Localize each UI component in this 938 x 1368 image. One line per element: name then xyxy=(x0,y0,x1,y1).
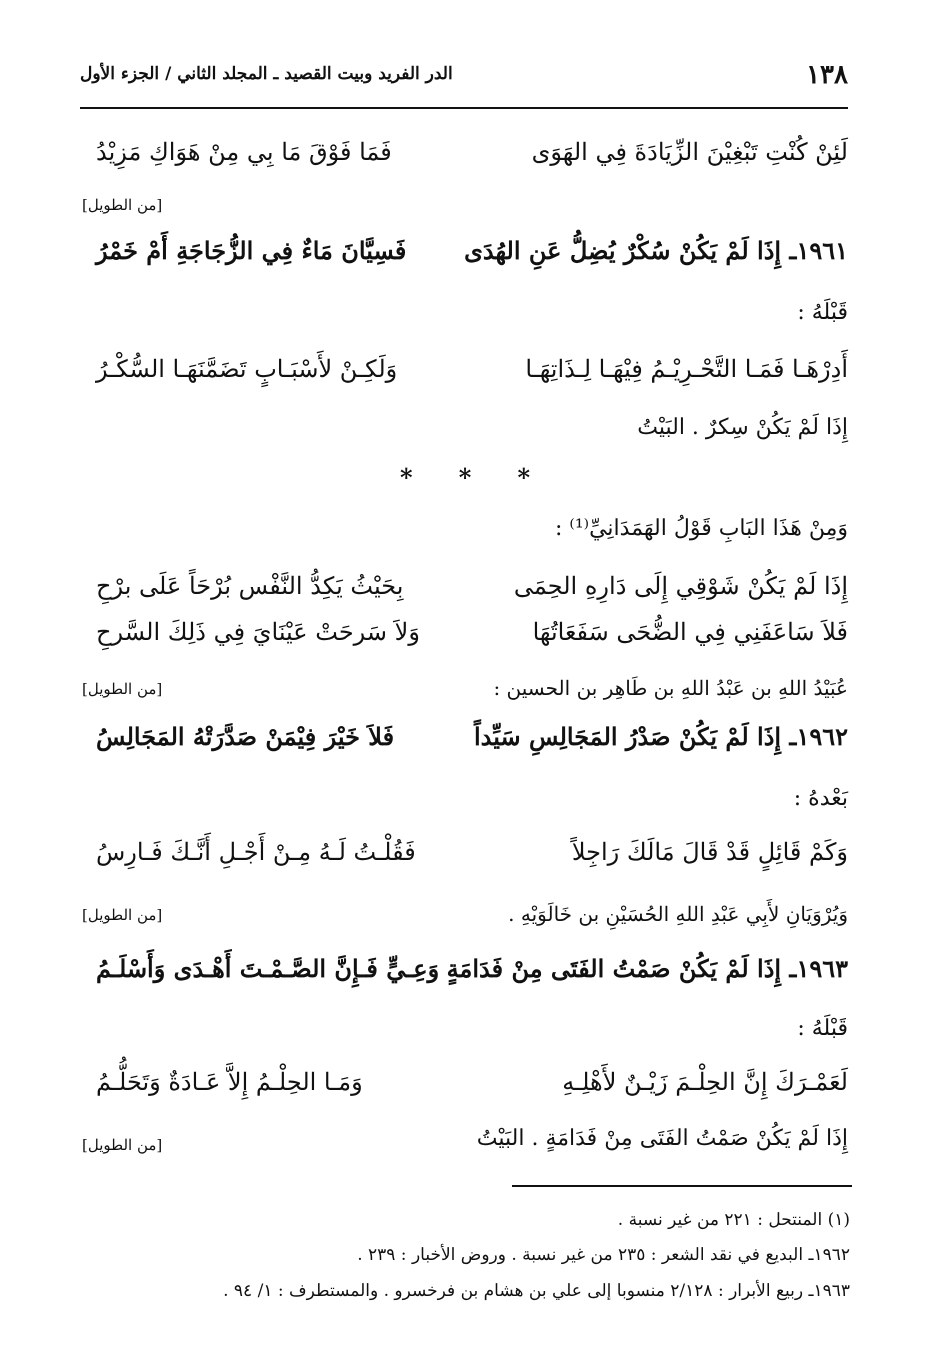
verse xyxy=(96,1068,848,1114)
verse-second-hemistich: وَعِـيٍّ فَـإِنَّ الصَّـمْـتَ أَهْـدَى وَأَسْلَـمُ xyxy=(96,954,440,983)
verse-first-hemistich: إِذَا لَمْ يَكُنْ شَوْقِي إِلَى دَارِهِ الحِمَى xyxy=(513,572,848,600)
verse-second-hemistich: بِحَيْثُ يَكِدُّ النَّفْس بُرْحَاً عَلَى برْحِ xyxy=(96,572,404,600)
verse-first-hemistich: ١٩٦١ـ إِذَا لَمْ يَكُنْ سُكْرٌ يُضِلُّ عَنِ الهُدَى xyxy=(464,236,848,265)
attribution: عُبَيْدُ اللهِ بن عَبْدُ اللهِ بن طَاهِر بن الحسين : xyxy=(493,676,848,700)
footnote: ١٩٦٢ـ البديع في نقد الشعر : ٢٣٥ من غير نسبة . وروض الأخبار : ٢٣٩ . xyxy=(357,1245,850,1265)
verse-reference: إِذَا لَمْ يَكُنْ صَمْتُ الفَتَى مِنْ فَدَامَةٍ . البَيْتُ xyxy=(476,1126,848,1151)
verse-1963 xyxy=(96,954,848,1000)
meter-label: [من الطويل] xyxy=(82,1136,163,1154)
verse-first-hemistich: ١٩٦٢ـ إِذَا لَمْ يَكُنْ صَدْرُ المَجَالِسِ سَيِّداً xyxy=(474,722,848,751)
meter-label: [من الطويل] xyxy=(82,680,163,698)
page-number: ١٣٨ xyxy=(806,60,848,90)
verse xyxy=(96,618,848,664)
verse-first-hemistich: وَكَمْ قَائِلٍ قَدْ قَالَ مَالَكَ رَاجِلاً xyxy=(571,838,848,866)
verse-first-hemistich: أَدِرْهَـا فَمَـا التَّحْـرِيْـمُ فِيْهَـا لِـذَاتِهَـا xyxy=(525,355,848,383)
verse xyxy=(96,138,848,184)
meter-label: [من الطويل] xyxy=(82,196,163,214)
verse-first-hemistich: لَعَمْـرَكَ إِنَّ الحِلْـمَ زَيْـنٌ لأَهْلِـهِ xyxy=(562,1068,848,1096)
footnote-rule xyxy=(512,1185,852,1187)
star: * xyxy=(517,463,530,492)
verse-first-hemistich: لَئِنْ كُنْتِ تَبْغِيْنَ الزِّيَادَةَ فِي الهَوَى xyxy=(531,138,848,166)
verse-second-hemistich: فَمَا فَوْقَ مَا بِي مِنْ هَوَاكِ مَزِيْدُ xyxy=(96,138,392,166)
footnote: (١) المنتحل : ٢٢١ من غير نسبة . xyxy=(617,1210,850,1230)
verse-second-hemistich: فَلاَ خَيْرَ فِيْمَنْ صَدَّرَتْهُ المَجَالِسُ xyxy=(96,722,395,751)
before-label: قَبْلَهُ : xyxy=(797,1016,848,1041)
verse-first-hemistich: ١٩٦٣ـ إِذَا لَمْ يَكُنْ صَمْتُ الفَتَى مِنْ فَدَامَةٍ xyxy=(446,954,848,983)
verse-second-hemistich: وَلاَ سَرحَتْ عَيْنَايَ فِي ذَلِكَ السَّرحِ xyxy=(96,618,420,646)
meter-label: [من الطويل] xyxy=(82,906,163,924)
header-rule xyxy=(80,107,848,109)
before-label: قَبْلَهُ : xyxy=(797,300,848,325)
section-separator xyxy=(400,463,530,493)
after-label: بَعْدهُ : xyxy=(793,786,848,811)
verse-1962 xyxy=(96,722,848,768)
verse-1961 xyxy=(96,236,848,282)
page-header xyxy=(80,52,848,100)
star: * xyxy=(400,463,413,492)
chapter-intro: وَمِنْ هَذَا البَابِ قَوْلُ الهَمَدَانِيِّ⁽¹⁾ : xyxy=(555,516,848,541)
verse-second-hemistich: فَقُلْـتُ لَـهُ مِـنْ أَجْـلِ أَنَّـكَ فَـارِسُ xyxy=(96,838,416,866)
verse xyxy=(96,355,848,401)
verse-first-hemistich: فَلاَ سَاعَفَنِي فِي الضُّحَى سَفَعَاتُهَا xyxy=(532,618,848,646)
running-title: الدر الفريد وبيت القصيد ـ المجلد الثاني / الجزء الأول xyxy=(80,64,453,84)
verse-second-hemistich: وَمَـا الحِلْـمُ إِلاَّ عَـادَةٌ وَتَحَلُّـمُ xyxy=(96,1068,363,1096)
verse-reference: إِذَا لَمْ يَكُنْ سِكرٌ . البَيْتُ xyxy=(637,415,848,440)
verse-second-hemistich: وَلَكِـنْ لأَسْبَـابٍ تَضَمَّنَهَـا السُّكْـرُ xyxy=(96,355,398,383)
verse-second-hemistich: فَسِيَّانَ مَاءٌ فِي الزُّجَاجَةِ أَمْ خَمْرُ xyxy=(96,236,407,265)
attribution: وَيُرْوَيَانِ لأَبِي عَبْدِ اللهِ الحُسَيْنِ بن خَالَوَيْهِ . xyxy=(508,902,848,926)
verse xyxy=(96,572,848,618)
footnote: ١٩٦٣ـ ربيع الأبرار : ٢/١٢٨ منسوبا إلى علي بن هشام بن فرخسرو . والمستطرف : ١/ ٩٤ . xyxy=(223,1281,850,1301)
verse xyxy=(96,838,848,884)
star: * xyxy=(458,463,472,492)
